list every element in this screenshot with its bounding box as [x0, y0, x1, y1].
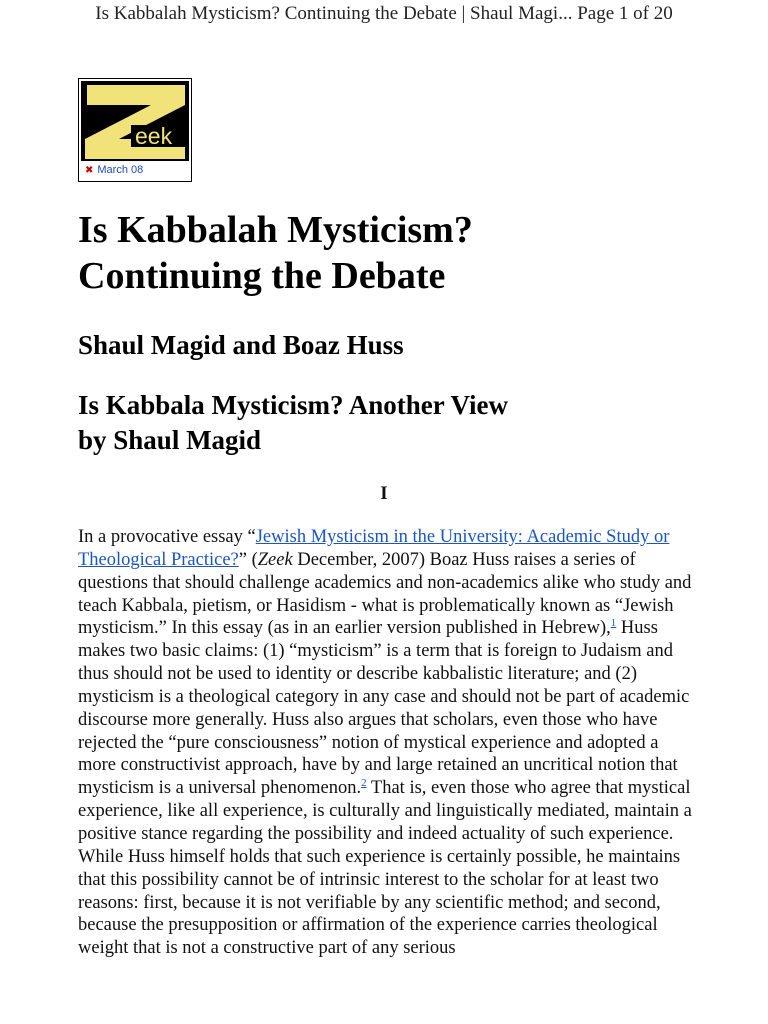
title-line-2: Continuing the Debate [78, 255, 446, 297]
zeek-italic: Zeek [257, 549, 293, 570]
broken-image-icon: ✖ [85, 165, 94, 176]
paragraph-intro: In a provocative essay “ [78, 527, 256, 547]
zeek-logo-text: eek [135, 123, 173, 149]
footnote-2-link[interactable]: 2 [361, 777, 367, 790]
zeek-logo-image [81, 81, 189, 161]
paragraph-part-2: December, 2007) Boaz Huss raises a series of questions that should challenge academics and non-academics alike who study and teach Kabbala, pietism, or Hasidism - what is problematically known as “Jewish mysticism.” In this essay (as in an earlier version published in Hebrew), [78, 549, 692, 639]
running-header: Is Kabbalah Mysticism? Continuing the Debate | Shaul Magi... Page 1 of 20 [95, 3, 673, 24]
section-heading-line-2: by Shaul Magid [78, 425, 262, 455]
section-number: I [380, 483, 388, 504]
section-heading-line-1: Is Kabbala Mysticism? Another View [78, 390, 509, 420]
footnote-1-link[interactable]: 1 [610, 617, 617, 630]
paragraph-part-3: Huss makes two basic claims: (1) “mysticism” is a term that is foreign to Judaism and thus should not be used to identity or describe kabbalistic literature; and (2) mysticism is a theological category in any case and should not be part of academic discourse more generally. Huss also argues that scholars, even those who have rejected the “pure consciousness” notion of mystical experience and adopted a more constructivist approach, have by and large retained an uncritical notion that mysticism is a universal phenomenon. [78, 618, 690, 799]
logo-caption-text: March 08 [97, 164, 144, 176]
body-paragraph [78, 526, 696, 960]
paragraph-part-4: That is, even those who agree that mystical experience, like all experience, is culturally and linguistically mediated, maintain a positive stance regarding the possibility and indeed actuality of such experience. While Huss himself holds that such experience is certainly possible, he maintains that this possibility cannot be of intrinsic interest to the scholar for at least two reasons: first, because it is not verifiable by any scientific method; and second, because the presupposition or affirmation of the experience carries theological weight that is not a constructive part of any serious [78, 778, 692, 959]
zeek-logo-graphic [81, 81, 189, 161]
paragraph-after-link: ” ( [238, 549, 258, 570]
essay-link[interactable]: Jewish Mysticism in the University: Academic Study or Theological Practice? [78, 527, 670, 570]
section-heading [78, 388, 718, 458]
title-line-1: Is Kabbalah Mysticism? [78, 209, 473, 251]
logo-caption [81, 161, 189, 179]
zeek-logo[interactable] [78, 78, 192, 182]
authors-heading: Shaul Magid and Boaz Huss [78, 330, 404, 360]
page-title [78, 207, 718, 299]
